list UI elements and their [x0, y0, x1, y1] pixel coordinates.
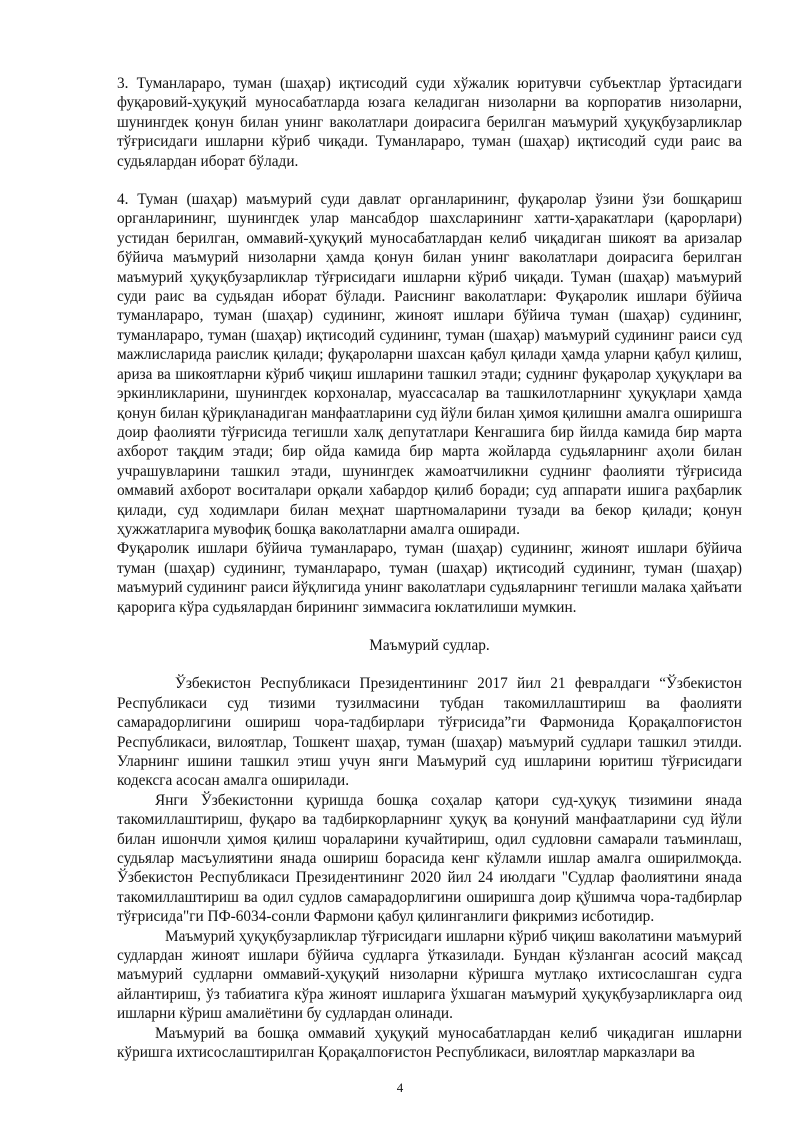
paragraph-new-uzbekistan: Янги Ўзбекистонни қуришда бошқа соҳалар қатори суд-ҳуқуқ тизимини янада такомиллаштириш, фуқаро ва тадбиркорларнинг ҳуқуқ ва қонуний манфаатларини суд йўли билан ишончли ҳимоя қилиш чораларини кучайтириш, одил судловни самарали таъминлаш, судьялар масъулиятини янада ошириш борасида кенг кўламли ишлар амалга оширилмоқда. Ўзбекистон Республикаси Президентининг 2020 йил 24 июлдаги "Судлар фаолиятини янада такомиллаштириш ва одил судлов самарадорлигини оширишга доир қўшимча чора-тадбирлар тўғрисида"ги ПФ-6034-сонли Фармони қабул қилинганлиги фикримиз исботидир. — [117, 791, 742, 926]
paragraph-administrative-court: 4. Туман (шаҳар) маъмурий суди давлат органларининг, фуқаролар ўзини ўзи бошқариш органларининг, шунингдек улар мансабдор шахсларининг хатти-ҳаракатлари (қарорлари) устидан берилган, оммавий-ҳуқуқий муносабатлардан келиб чиқадиган шикоят ва аризалар бўйича маъмурий низоларни ҳамда қонун билан унинг ваколатлари доирасига берилган маъмурий ҳуқуқбузарликлар тўғрисидаги ишларни кўриб чиқади. Туман (шаҳар) маъмурий суди раис ва судьядан иборат бўлади. Раиснинг ваколатлари: Фуқаролик ишлари бўйича туманлараро, туман (шаҳар) судининг, жиноят ишлари бўйича туман (шаҳар) судининг, туманлараро, туман (шаҳар) иқтисодий судининг, туман (шаҳар) маъмурий судининг раиси суд мажлисларида раислик қилади; фуқароларни шахсан қабул қилади ҳамда уларни қабул қилиш, ариза ва шикоятларни кўриб чиқиш ишларини ташкил этади; суднинг фуқаролар ҳуқуқлари ва эркинликларини, шунингдек корхоналар, муассасалар ва ташкилотларнинг ҳуқуқлари ҳамда қонун билан қўриқланадиган манфаатларини суд йўли билан ҳимоя қилишни амалга оширишга доир фаолияти тўғрисида тегишли халқ депутатлари Кенгашига бир йилда камида бир марта ахборот тақдим этади; бир ойда камида бир марта жойларда судьяларнинг аҳоли билан учрашувларини ташкил этади, шунингдек жамоатчиликни суднинг фаолияти тўғрисида оммавий ахборот воситалари орқали хабардор қилиб боради; суд аппарати ишига раҳбарлик қилади, суд ходимлари билан меҳнат шартномаларини тузади ва бекор қилади; қонун ҳужжатларига мувофиқ бошқа ваколатларни амалга оширади. — [117, 191, 742, 538]
paragraph-economic-court: 3. Туманлараро, туман (шаҳар) иқтисодий суди хўжалик юритувчи субъектлар ўртасидаги фуқаровий-ҳуқуқий муносабатларда юзага келадиган низоларни ва корпоратив низоларни, шунингдек қонун билан унинг ваколатлари доирасига берилган маъмурий ҳуқуқбузарликлар тўғрисидаги ишларни кўриб чиқади. Туманлараро, туман (шаҳар) иқтисодий суди раис ва судьялардан иборат бўлади. — [117, 75, 742, 170]
section-heading: Маъмурий судлар. — [369, 636, 490, 654]
page-number: 4 — [396, 1080, 404, 1095]
paragraph-specialized-courts: Маъмурий ва бошқа оммавий ҳуқуқий муносабатлардан келиб чиқадиган ишларни кўришга ихтисослаштирилган Қорақалпоғистон Республикаси, вилоятлар марказлари ва — [117, 1024, 742, 1062]
paragraph-chairman-absence: Фуқаролик ишлари бўйича туманлараро, туман (шаҳар) судининг, жиноят ишлари бўйича туман (шаҳар) судининг, туманлараро, туман (шаҳар) иқтисодий судининг, туман (шаҳар) маъмурий судининг раиси йўқлигида унинг ваколатлари судьяларнинг тегишли малака ҳайъати қарорига кўра судьялардан бирининг зиммасига юклатилиши мумкин. — [117, 540, 742, 616]
document-page — [117, 74, 742, 1063]
paragraph-jurisdiction-transfer: Маъмурий ҳуқуқбузарликлар тўғрисидаги ишларни кўриб чиқиш ваколатини маъмурий судлардан жиноят ишлари бўйича судларга ўтказилади. Бундан кўзланган асосий мақсад маъмурий судларни оммавий-ҳуқуқий низоларни кўришга мутлақо ихтисослашган судга айлантириш, ўз табиатига кўра жиноят ишларига ўхшаган маъмурий ҳуқуқбузарликларга оид ишларни кўриш амалиётини бу судлардан олинади. — [117, 927, 742, 1023]
paragraph-decree-2017: Ўзбекистон Республикаси Президентининг 2017 йил 21 февралдаги “Ўзбекистон Республикаси суд тизими тузилмасини тубдан такомиллаштириш ва фаолияти самарадорлигини ошириш чора-тадбирлари тўғрисида”ги Фармонида Қорақалпоғистон Республикаси, вилоятлар, Тошкент шаҳар, туман (шаҳар) маъмурий судлари ташкил этилди. Уларнинг ишини ташкил этиш учун янги Маъмурий суд ишларини юритиш тўғрисидаги кодексга асосан амалга оширилади. — [117, 675, 742, 790]
